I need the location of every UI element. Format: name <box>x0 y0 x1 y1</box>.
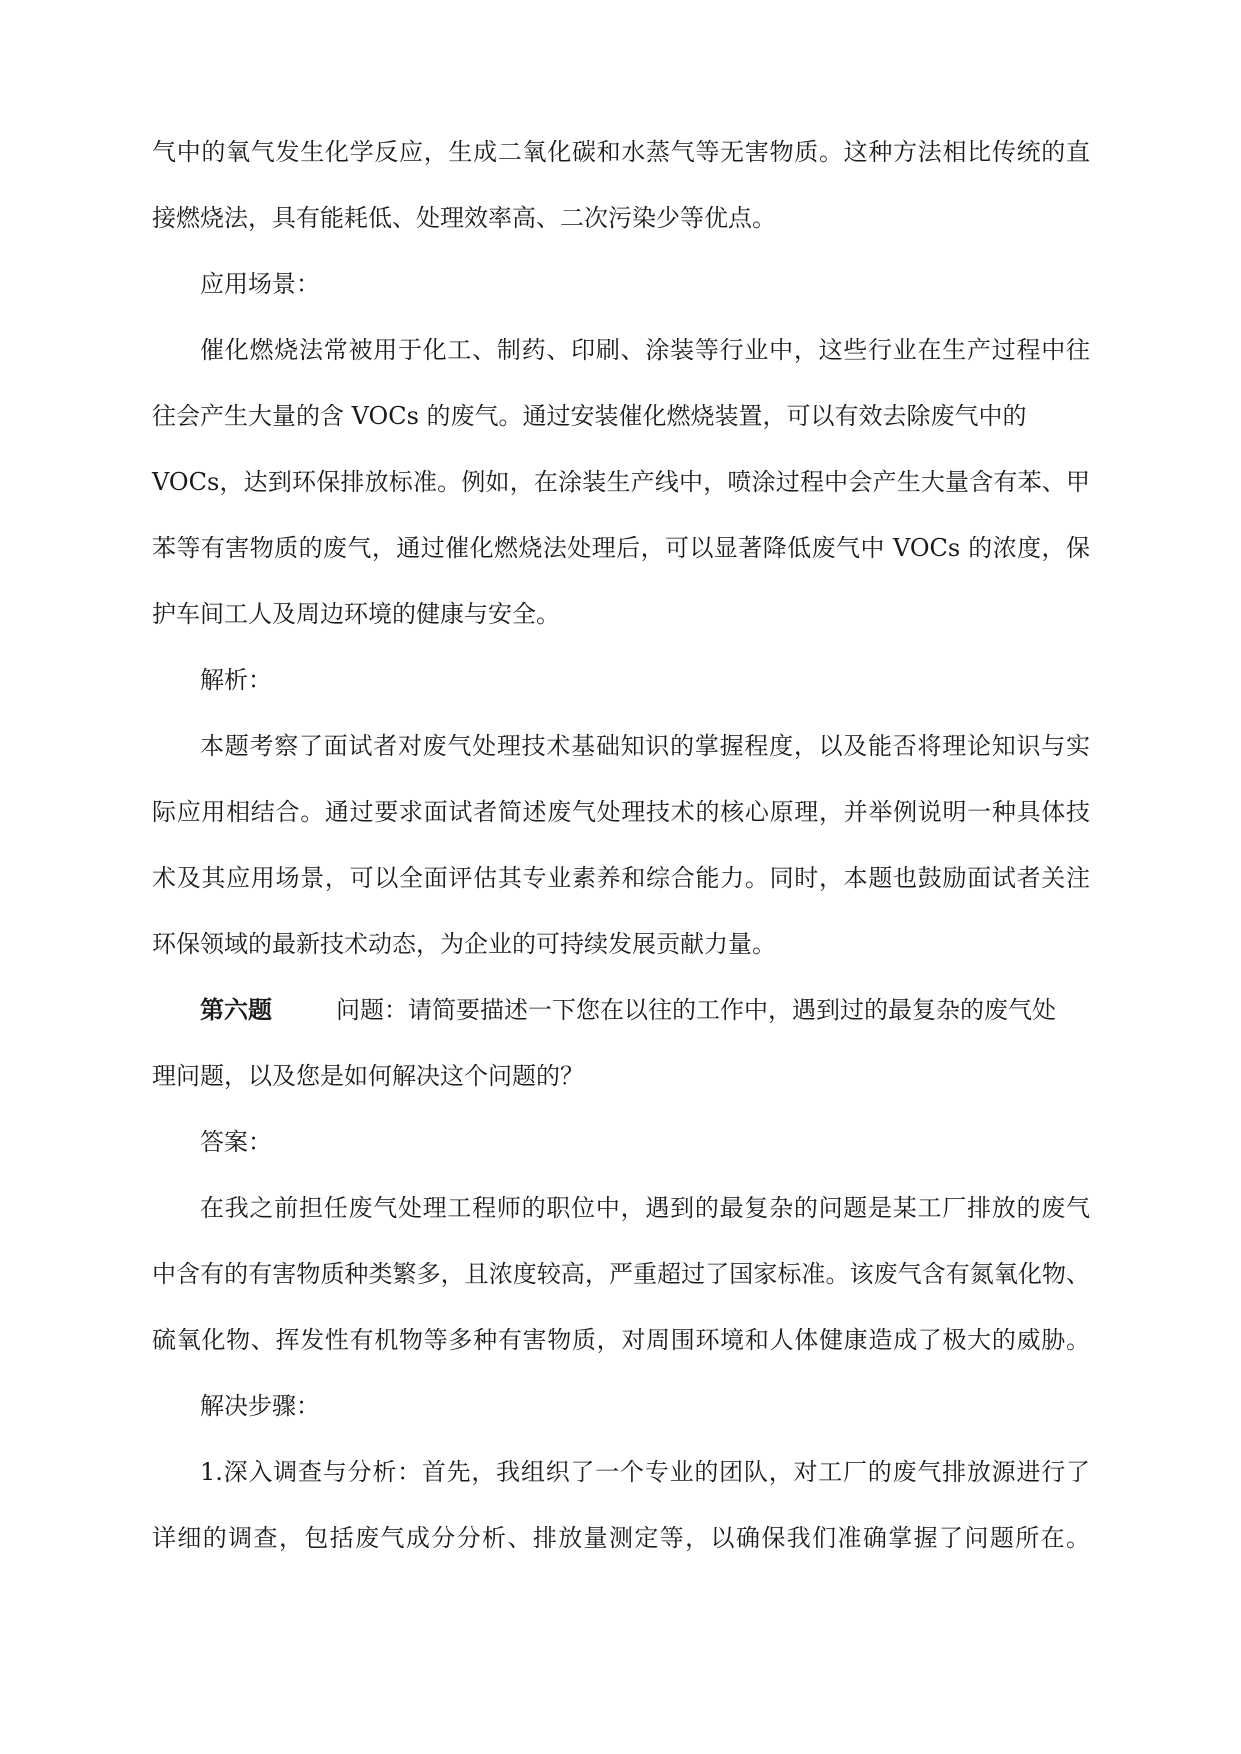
text-line: 苯等有害物质的废气，通过催化燃烧法处理后，可以显著降低废气中 VOCs 的浓度，保 <box>152 534 1090 562</box>
paragraph-application-body <box>152 335 1090 665</box>
text-line: 详细的调查，包括废气成分分析、排放量测定等，以确保我们准确掌握了问题所在。 <box>152 1524 1090 1552</box>
text-line: 往会产生大量的含 VOCs 的废气。通过安装催化燃烧装置，可以有效去除废气中的 <box>152 402 1027 430</box>
text-line: 在我之前担任废气处理工程师的职位中，遇到的最复杂的问题是某工厂排放的废气 <box>200 1194 1090 1222</box>
text-line: 理问题，以及您是如何解决这个问题的？ <box>152 1062 584 1090</box>
question-text: 问题：请简要描述一下您在以往的工作中，遇到过的最复杂的废气处 <box>336 996 1056 1024</box>
section-heading: 应用场景： <box>200 270 320 298</box>
analysis-heading <box>152 665 1090 731</box>
text-line: 环保领域的最新技术动态，为企业的可持续发展贡献力量。 <box>152 930 776 958</box>
section-heading: 解决步骤： <box>200 1392 320 1420</box>
section-heading: 答案： <box>200 1128 272 1156</box>
document-body <box>152 137 1090 1589</box>
text-line: 际应用相结合。通过要求面试者简述废气处理技术的核心原理，并举例说明一种具体技 <box>152 798 1090 826</box>
paragraph-step-one <box>152 1457 1090 1589</box>
steps-heading <box>152 1391 1090 1457</box>
text-line: 护车间工人及周边环境的健康与安全。 <box>152 600 560 628</box>
question-six <box>152 995 1090 1127</box>
text-line: 气中的氧气发生化学反应，生成二氧化碳和水蒸气等无害物质。这种方法相比传统的直 <box>152 138 1090 166</box>
text-line: 接燃烧法，具有能耗低、处理效率高、二次污染少等优点。 <box>152 204 776 232</box>
text-line: 本题考察了面试者对废气处理技术基础知识的掌握程度，以及能否将理论知识与实 <box>200 732 1090 760</box>
application-heading <box>152 269 1090 335</box>
text-line: VOCs，达到环保排放标准。例如，在涂装生产线中，喷涂过程中会产生大量含有苯、甲 <box>152 468 1090 496</box>
text-line: 中含有的有害物质种类繁多，且浓度较高，严重超过了国家标准。该废气含有氮氧化物、 <box>152 1260 1090 1288</box>
text-line: 术及其应用场景，可以全面评估其专业素养和综合能力。同时，本题也鼓励面试者关注 <box>152 864 1090 892</box>
text-line: 催化燃烧法常被用于化工、制药、印刷、涂装等行业中，这些行业在生产过程中往 <box>200 336 1090 364</box>
text-line: 硫氧化物、挥发性有机物等多种有害物质，对周围环境和人体健康造成了极大的威胁。 <box>152 1326 1090 1354</box>
paragraph-analysis-body <box>152 731 1090 995</box>
text-line: 1.深入调查与分析：首先，我组织了一个专业的团队，对工厂的废气排放源进行了 <box>200 1458 1090 1486</box>
paragraph-answer-body <box>152 1193 1090 1391</box>
answer-heading <box>152 1127 1090 1193</box>
paragraph-catalytic-principle-end <box>152 137 1090 269</box>
text-line <box>152 995 1090 1061</box>
question-label: 第六题 <box>200 995 272 1024</box>
section-heading: 解析： <box>200 666 272 694</box>
